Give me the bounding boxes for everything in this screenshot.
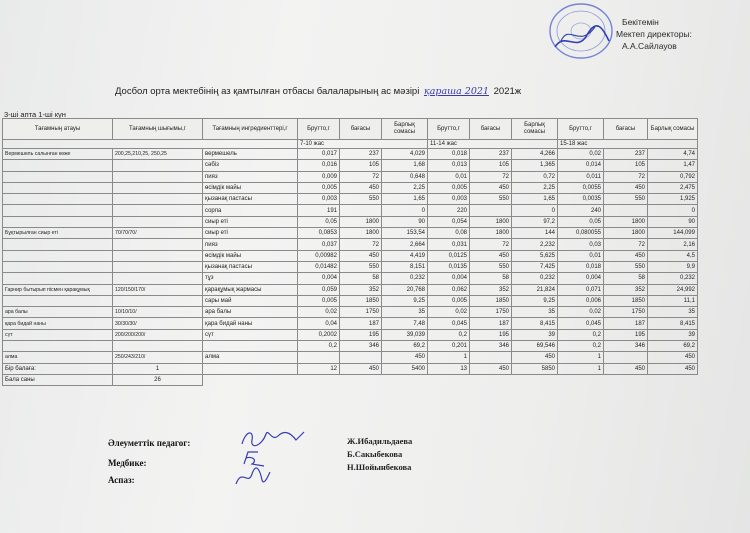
value-cell: 1750 [604,307,648,318]
value-cell: 105 [340,160,382,171]
value-cell: 1800 [470,216,512,227]
ingredient-cell: пияз [203,171,298,182]
value-cell: 0,01 [558,250,604,261]
dish-name-cell [3,239,113,250]
column-header: Тағамның атауы [3,119,113,140]
dish-name-cell [3,295,113,306]
value-cell: 90 [382,216,428,227]
total-cell: 1 [558,363,604,374]
yield-cell [113,205,203,216]
yield-cell: 250/243/210/ [113,352,203,363]
value-cell: 237 [604,149,648,160]
value-cell: 144,099 [648,228,698,239]
ingredient-cell: қызанақ пастасы [203,194,298,205]
value-cell: 240 [558,205,604,216]
table-row [3,239,698,250]
yield-cell: 70/70/70/ [113,228,203,239]
value-cell: 0,003 [428,194,470,205]
value-cell: 352 [470,284,512,295]
children-count-row [3,374,698,385]
ingredient-cell: сиыр еті [203,216,298,227]
value-cell: 4,266 [512,149,558,160]
value-cell: 72 [604,239,648,250]
value-cell: 4,5 [648,250,698,261]
ingredient-cell: сары май [203,295,298,306]
yield-cell [113,216,203,227]
value-cell: 0,01482 [298,261,340,272]
age-group-7-10: 7-10 жас [298,140,428,149]
total-cell: 5400 [382,363,428,374]
value-cell: 72 [470,171,512,182]
value-cell: 0,004 [298,273,340,284]
column-header: бағасы [340,119,382,140]
value-cell: 352 [604,284,648,295]
teacher-signature-icon [238,426,308,450]
value-cell: 191 [298,205,340,216]
total-cell: 450 [340,363,382,374]
value-cell [340,205,382,216]
table-row [3,261,698,272]
value-cell: 450 [340,182,382,193]
value-cell: 2,664 [382,239,428,250]
value-cell: 450 [512,352,558,363]
value-cell: 4,419 [382,250,428,261]
value-cell: 1,65 [512,194,558,205]
value-cell: 346 [604,341,648,352]
value-cell: 58 [470,273,512,284]
age-group-row [3,140,698,149]
value-cell: 105 [604,160,648,171]
ingredient-cell: алма [203,352,298,363]
yield-cell [113,250,203,261]
value-cell: 1 [428,352,470,363]
value-cell: 0,00982 [298,250,340,261]
value-cell: 0,045 [428,318,470,329]
per-child-count: 1 [113,363,203,374]
value-cell: 0,006 [558,295,604,306]
table-row [3,318,698,329]
total-cell: 450 [648,363,698,374]
dish-name-cell [3,171,113,182]
table-row [3,329,698,340]
value-cell: 0,2002 [298,329,340,340]
value-cell: 352 [340,284,382,295]
value-cell: 550 [604,261,648,272]
value-cell: 24,992 [648,284,698,295]
ingredient-cell: сиыр еті [203,228,298,239]
value-cell: 0,009 [298,171,340,182]
yield-cell [113,295,203,306]
value-cell: 105 [470,160,512,171]
value-cell: 346 [340,341,382,352]
dish-name-cell [3,250,113,261]
value-cell: 72 [340,171,382,182]
value-cell: 450 [382,352,428,363]
value-cell: 450 [470,250,512,261]
value-cell: 1800 [470,228,512,239]
age-group-15-18: 15-18 жас [558,140,698,149]
value-cell: 550 [470,194,512,205]
value-cell: 9,25 [512,295,558,306]
value-cell: 2,232 [512,239,558,250]
dish-name-cell: қара бидай наны [3,318,113,329]
value-cell: 0,005 [298,295,340,306]
teacher-name: Ж.Ибадильдаева [347,436,413,446]
column-header: Барлық сомасы [512,119,558,140]
value-cell: 0,2 [558,329,604,340]
value-cell [340,352,382,363]
value-cell: 1850 [340,295,382,306]
value-cell: 20,768 [382,284,428,295]
table-row [3,171,698,182]
value-cell [604,352,648,363]
value-cell: 2,25 [512,182,558,193]
yield-cell: 10/10/10/ [113,307,203,318]
table-row [3,149,698,160]
value-cell: 195 [470,329,512,340]
value-cell: 0,014 [558,160,604,171]
approval-line3: А.А.Сайлауов [622,41,677,51]
value-cell: 21,824 [512,284,558,295]
document-title [115,86,521,97]
value-cell: 0,005 [428,295,470,306]
value-cell: 7,48 [382,318,428,329]
dish-name-cell [3,194,113,205]
column-header: Брутто,г [558,119,604,140]
value-cell: 2,16 [648,239,698,250]
value-cell: 0,004 [558,273,604,284]
value-cell: 0,02 [558,149,604,160]
value-cell: 450 [470,182,512,193]
value-cell: 0,004 [428,273,470,284]
value-cell: 0,05 [298,216,340,227]
value-cell: 1,47 [648,160,698,171]
total-cell: 5850 [512,363,558,374]
value-cell: 0,2 [298,341,340,352]
value-cell: 5,625 [512,250,558,261]
ingredient-cell: вермешель [203,149,298,160]
value-cell: 0,005 [298,182,340,193]
value-cell: 0,059 [298,284,340,295]
value-cell: 1 [558,352,604,363]
yield-cell [113,261,203,272]
value-cell: 0,2 [558,341,604,352]
value-cell: 0,003 [298,194,340,205]
ingredient-cell: өсімдік майы [203,250,298,261]
handwritten-date: қараша 2021 [423,86,489,97]
value-cell: 1800 [604,216,648,227]
table-row [3,205,698,216]
value-cell: 58 [340,273,382,284]
value-cell: 0,011 [558,171,604,182]
value-cell: 0,080055 [558,228,604,239]
table-row [3,228,698,239]
table-row [3,295,698,306]
value-cell: 0,054 [428,216,470,227]
value-cell: 2,25 [382,182,428,193]
table-header-row [3,119,698,140]
table-row [3,160,698,171]
value-cell: 0,05 [558,216,604,227]
value-cell: 0,0125 [428,250,470,261]
yield-cell: 200/200/200/ [113,329,203,340]
value-cell: 0,031 [428,239,470,250]
dish-name-cell [3,182,113,193]
value-cell: 9,9 [648,261,698,272]
dish-name-cell: алма [3,352,113,363]
value-cell: 0,08 [428,228,470,239]
ingredient-cell: пияз [203,239,298,250]
value-cell: 195 [340,329,382,340]
dish-name-cell: Вермешель салынған көже [3,149,113,160]
nurse-label: Медбике: [108,458,147,468]
value-cell: 1,365 [512,160,558,171]
title-text: Досбол орта мектебінің аз қамтылған отбасы балаларының ас мәзірі [115,86,420,97]
value-cell: 4,74 [648,149,698,160]
table-row [3,194,698,205]
ingredient-cell: сәбіз [203,160,298,171]
value-cell: 187 [340,318,382,329]
value-cell: 97,2 [512,216,558,227]
cook-label: Аспаз: [108,475,135,485]
value-cell: 69,546 [512,341,558,352]
value-cell: 39,039 [382,329,428,340]
value-cell: 1850 [470,295,512,306]
table-row [3,284,698,295]
ingredient-cell: қара бидай наны [203,318,298,329]
table-row [3,273,698,284]
value-cell [470,352,512,363]
table-row [3,216,698,227]
value-cell: 39 [512,329,558,340]
signature-names [347,436,412,475]
menu-table [2,118,698,386]
value-cell: 0,0035 [558,194,604,205]
nurse-name: Б.Сакыбекова [347,449,403,459]
value-cell: 8,415 [512,318,558,329]
value-cell: 0,018 [558,261,604,272]
value-cell: 0,72 [512,171,558,182]
dish-name-cell [3,273,113,284]
ingredient-cell: ара балы [203,307,298,318]
table-row [3,182,698,193]
table-row [3,250,698,261]
value-cell: 0 [382,205,428,216]
value-cell: 69,2 [648,341,698,352]
value-cell: 0,232 [648,273,698,284]
yield-cell [113,273,203,284]
week-label: 3-ші апта 1-ші күн [4,110,66,119]
value-cell: 0,03 [558,239,604,250]
value-cell: 0 [648,205,698,216]
value-cell [470,205,512,216]
ingredient-cell [203,341,298,352]
total-cell: 450 [470,363,512,374]
value-cell: 0,232 [382,273,428,284]
value-cell: 0,792 [648,171,698,182]
value-cell: 237 [470,149,512,160]
yield-cell [113,341,203,352]
value-cell: 0,018 [428,149,470,160]
dish-name-cell: ара балы [3,307,113,318]
value-cell: 72 [470,239,512,250]
approval-line1: Бекітемін [622,17,659,27]
dish-name-cell [3,261,113,272]
children-label: Бала саны [3,374,113,385]
value-cell: 153,54 [382,228,428,239]
ingredient-cell: сүт [203,329,298,340]
value-cell: 35 [512,307,558,318]
value-cell: 1,68 [382,160,428,171]
value-cell: 0,648 [382,171,428,182]
value-cell: 0 [512,205,558,216]
value-cell: 1800 [340,228,382,239]
value-cell: 0,005 [428,182,470,193]
ingredient-cell: қызанақ пастасы [203,261,298,272]
value-cell: 4,029 [382,149,428,160]
value-cell: 144 [512,228,558,239]
yield-cell [113,160,203,171]
value-cell: 90 [648,216,698,227]
total-cell: 450 [604,363,648,374]
column-header: Тағамның шығымы,г [113,119,203,140]
value-cell: 0,02 [558,307,604,318]
value-cell: 1,925 [648,194,698,205]
value-cell: 72 [340,239,382,250]
value-cell: 450 [604,182,648,193]
value-cell: 39 [648,329,698,340]
nurse-signature-icon [238,448,268,468]
value-cell: 1,65 [382,194,428,205]
column-header: бағасы [470,119,512,140]
value-cell: 450 [604,250,648,261]
value-cell: 0,04 [298,318,340,329]
value-cell: 0,02 [298,307,340,318]
value-cell: 35 [648,307,698,318]
value-cell: 0,0135 [428,261,470,272]
value-cell [298,352,340,363]
value-cell: 0,01 [428,171,470,182]
dish-name-cell: сүт [3,329,113,340]
age-group-11-14: 11-14 жас [428,140,558,149]
yield-cell [113,171,203,182]
yield-cell [113,194,203,205]
total-cell: 13 [428,363,470,374]
table-row [3,352,698,363]
value-cell: 8,415 [648,318,698,329]
value-cell: 550 [604,194,648,205]
dish-name-cell: Бұқтырылған сиыр еті [3,228,113,239]
table-row [3,341,698,352]
value-cell: 35 [382,307,428,318]
value-cell: 550 [340,261,382,272]
yield-cell: 120/150/170/ [113,284,203,295]
value-cell: 9,25 [382,295,428,306]
value-cell: 0,201 [428,341,470,352]
title-year: 2021ж [493,86,522,97]
ingredient-cell: тұз [203,273,298,284]
value-cell: 1750 [470,307,512,318]
value-cell: 220 [428,205,470,216]
value-cell: 187 [604,318,648,329]
value-cell: 11,1 [648,295,698,306]
value-cell: 0,071 [558,284,604,295]
value-cell: 0,037 [298,239,340,250]
table-row [3,307,698,318]
approval-block [600,16,692,52]
column-header: Брутто,г [298,119,340,140]
dish-name-cell [3,205,113,216]
value-cell: 0,2 [428,329,470,340]
value-cell: 8,151 [382,261,428,272]
value-cell: 0,0853 [298,228,340,239]
value-cell: 187 [470,318,512,329]
yield-cell [113,182,203,193]
column-header: Барлық сомасы [648,119,698,140]
value-cell: 2,475 [648,182,698,193]
dish-name-cell: Гарнир бытырып пісмен қарақұмық [3,284,113,295]
value-cell: 450 [648,352,698,363]
approval-line2: Мектеп директоры: [616,29,692,39]
ingredient-cell: сорпа [203,205,298,216]
dish-name-cell [3,341,113,352]
value-cell: 450 [340,250,382,261]
value-cell: 237 [340,149,382,160]
value-cell: 7,425 [512,261,558,272]
yield-cell: 200,25,210,25, 250,25 [113,149,203,160]
cook-signature-icon [232,466,272,488]
dish-name-cell [3,160,113,171]
value-cell: 0,016 [298,160,340,171]
value-cell: 1850 [604,295,648,306]
value-cell: 1800 [340,216,382,227]
column-header: Брутто,г [428,119,470,140]
value-cell: 69,2 [382,341,428,352]
ingredient-cell: қарақұмық жармасы [203,284,298,295]
value-cell: 550 [340,194,382,205]
value-cell: 0,062 [428,284,470,295]
yield-cell: 30/30/30/ [113,318,203,329]
column-header: Барлық сомасы [382,119,428,140]
children-value: 26 [113,374,203,385]
cook-name: Н.Шойынбекова [347,462,412,472]
ingredient-cell: өсімдік майы [203,182,298,193]
dish-name-cell [3,216,113,227]
value-cell: 0,232 [512,273,558,284]
value-cell: 72 [604,171,648,182]
value-cell: 1800 [604,228,648,239]
yield-cell [113,239,203,250]
per-child-row [3,363,698,374]
value-cell [604,205,648,216]
column-header: Тағамның ингредиенттері,г [203,119,298,140]
value-cell: 346 [470,341,512,352]
value-cell: 0,045 [558,318,604,329]
column-header: бағасы [604,119,648,140]
total-cell: 12 [298,363,340,374]
value-cell: 0,017 [298,149,340,160]
value-cell: 0,013 [428,160,470,171]
per-child-label: Бір балаға: [3,363,113,374]
value-cell: 550 [470,261,512,272]
value-cell: 195 [604,329,648,340]
value-cell: 0,02 [428,307,470,318]
value-cell: 58 [604,273,648,284]
value-cell: 0,0055 [558,182,604,193]
teacher-label: Әлеуметтік педагог: [108,438,191,448]
value-cell: 1750 [340,307,382,318]
